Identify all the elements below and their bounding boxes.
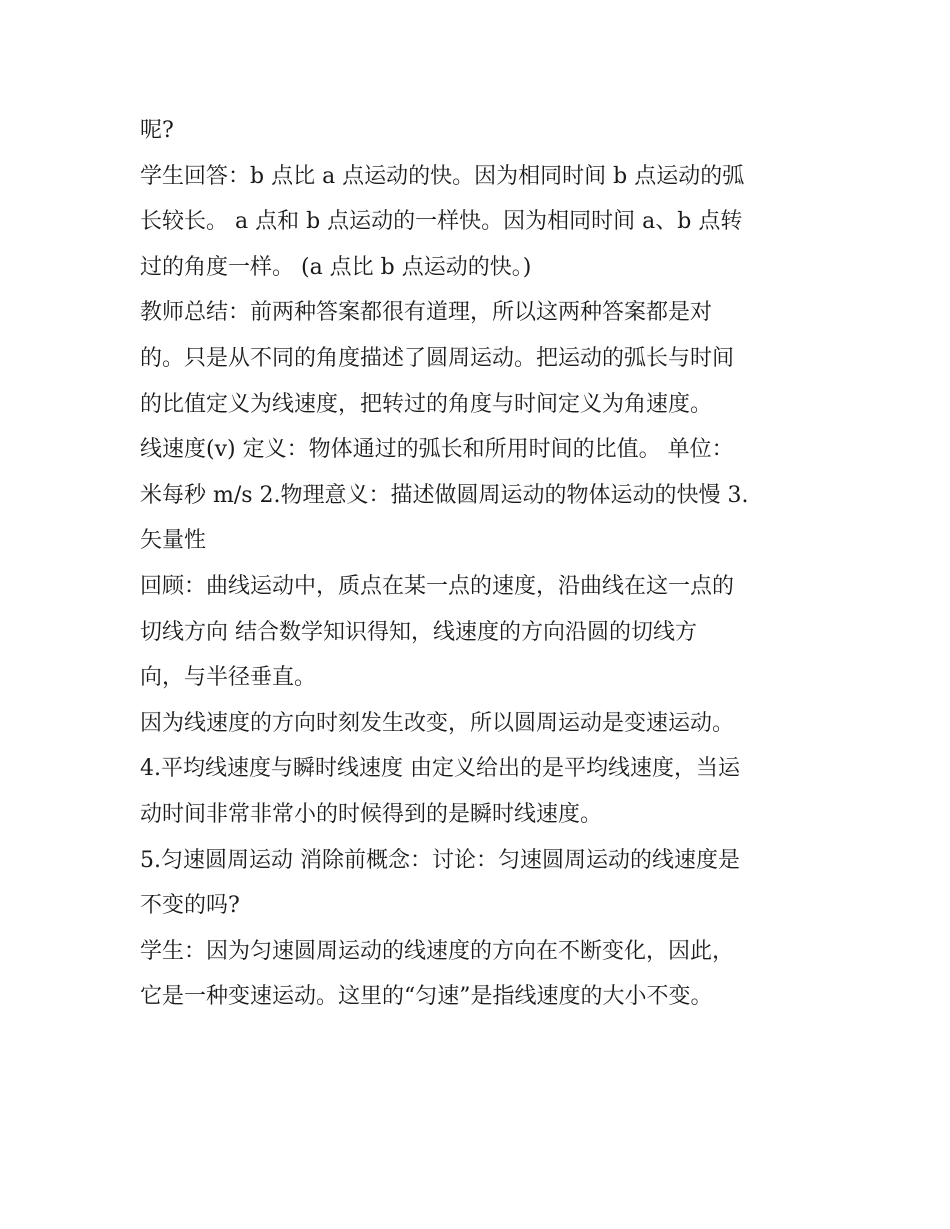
text-line: 5.匀速圆周运动 消除前概念：讨论：匀速圆周运动的线速度是 [140, 847, 740, 873]
text-line: 它是一种变速运动。这里的“匀速”是指线速度的大小不变。 [140, 984, 713, 1010]
text-line: 的。只是从不同的角度描述了圆周运动。把运动的弧长与时间 [140, 345, 735, 371]
text-line: 4.平均线速度与瞬时线速度 由定义给出的是平均线速度，当运 [140, 756, 740, 782]
text-line: 线速度(v) 定义：物体通过的弧长和所用时间的比值。 单位： [140, 437, 734, 463]
text-line: 不变的吗? [140, 893, 240, 919]
text-line: 米每秒 m/s 2.物理意义：描述做圆周运动的物体运动的快慢 3. [140, 482, 749, 508]
text-line: 向，与半径垂直。 [140, 665, 317, 691]
text-line: 回顾：曲线运动中，质点在某一点的速度，沿曲线在这一点的 [140, 573, 735, 599]
text-line: 学生：因为匀速圆周运动的线速度的方向在不断变化，因此， [140, 938, 735, 964]
text-line: 矢量性 [140, 528, 207, 554]
text-line: 教师总结：前两种答案都很有道理，所以这两种答案都是对 [140, 300, 713, 326]
text-line: 呢? [140, 118, 174, 143]
text-line: 因为线速度的方向时刻发生改变，所以圆周运动是变速运动。 [140, 710, 735, 736]
text-line: 切线方向 结合数学知识得知，线速度的方向沿圆的切线方 [140, 619, 697, 645]
document-body [140, 108, 820, 1020]
text-line: 的比值定义为线速度，把转过的角度与时间定义为角速度。 [140, 391, 713, 417]
text-line: 长较长。 a 点和 b 点运动的一样快。因为相同时间 a、b 点转 [140, 209, 743, 235]
text-line: 学生回答：b 点比 a 点运动的快。因为相同时间 b 点运动的弧 [140, 163, 745, 189]
text-line: 过的角度一样。 (a 点比 b 点运动的快。) [140, 254, 532, 280]
text-line: 动时间非常非常小的时候得到的是瞬时线速度。 [140, 801, 603, 827]
